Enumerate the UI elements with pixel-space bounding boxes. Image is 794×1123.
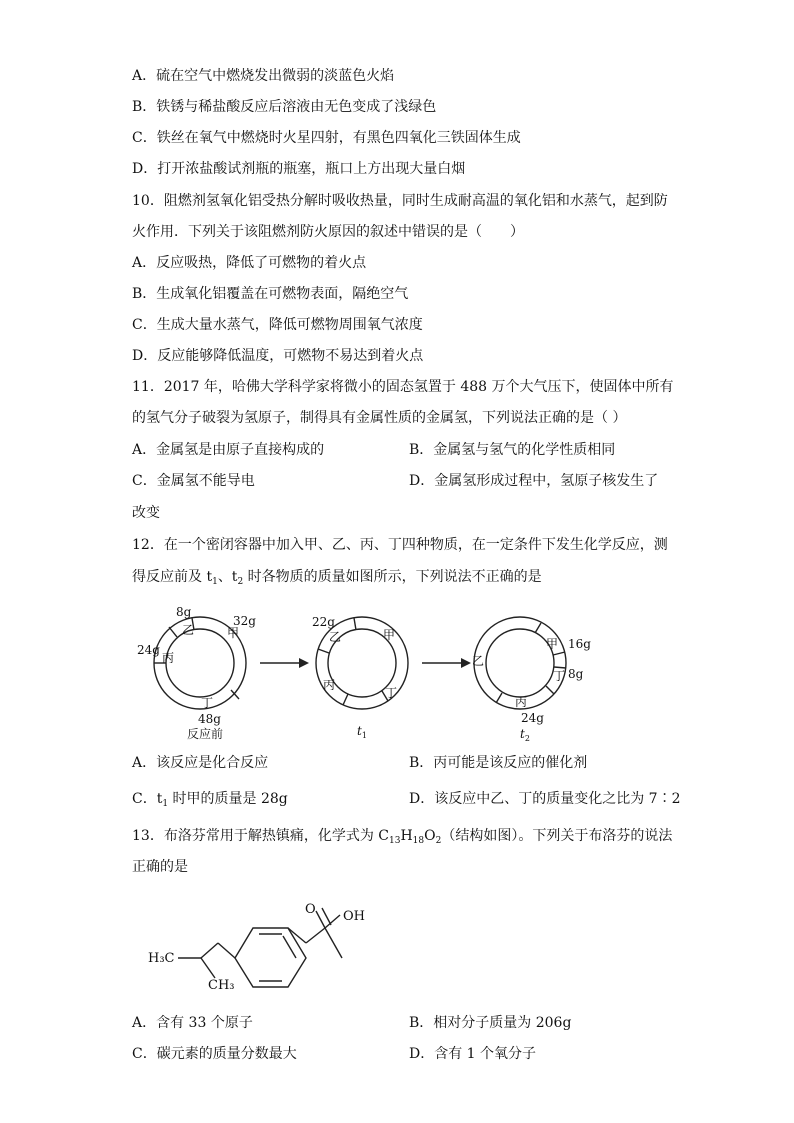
q9-option-d: D．打开浓盐酸试剂瓶的瓶塞，瓶口上方出现大量白烟	[132, 161, 466, 177]
c1-mass-bing: 24g	[137, 643, 160, 657]
ibuprofen-structure	[0, 890, 794, 1000]
q11-stem-line1: 11．2017 年，哈佛大学科学家将微小的固态氢置于 488 万个大气压下，使固体中所有	[132, 379, 674, 395]
c2-caption: $t_1$	[357, 724, 367, 740]
h3c-label: H₃C	[148, 951, 175, 966]
q11-option-d: D．金属氢形成过程中，氢原子核发生了	[409, 473, 659, 489]
q9-option-a: A．硫在空气中燃烧发出微弱的淡蓝色火焰	[132, 68, 395, 84]
c2-mass-yi: 22g	[312, 615, 335, 629]
c3-mass-ding: 8g	[568, 667, 584, 681]
q11-stem-line2: 的氢气分子破裂为氢原子，制得具有金属性质的金属氢，下列说法正确的是（ ）	[132, 410, 627, 426]
c2-label-jia: 甲	[383, 628, 396, 642]
c3-mass-jia: 16g	[568, 637, 591, 651]
q12-option-a: A．该反应是化合反应	[132, 755, 269, 771]
q10-option-d: D．反应能够降低温度，可燃物不易达到着火点	[132, 348, 424, 364]
q10-stem-line1: 10．阻燃剂氢氧化铝受热分解时吸收热量，同时生成耐高温的氧化铝和水蒸气，起到防	[132, 193, 668, 209]
c1-mass-yi: 8g	[176, 605, 192, 619]
q13-option-b: B．相对分子质量为 206g	[409, 1015, 572, 1031]
q10-option-a: A．反应吸热，降低了可燃物的着火点	[132, 255, 367, 271]
q12-stem-line2: 得反应前及 $t_1$、$t_2$ 时各物质的质量如图所示，下列说法不正确的是	[132, 569, 542, 587]
hydroxyl-label: OH	[343, 909, 365, 924]
c1-label-ding: 丁	[201, 696, 214, 710]
c1-mass-jia: 32g	[233, 614, 256, 628]
c1-label-bing: 丙	[162, 651, 175, 665]
c1-label-jia: 甲	[227, 626, 240, 640]
q11-option-b: B．金属氢与氢气的化学性质相同	[409, 442, 616, 458]
c3-label-yi: 乙	[472, 654, 485, 668]
c2-label-ding: 丁	[385, 686, 398, 700]
q13-option-d: D．含有 1 个氧分子	[409, 1046, 537, 1062]
c3-label-bing: 丙	[515, 695, 528, 709]
q11-option-d-continued: 改变	[132, 505, 160, 521]
c1-mass-ding: 48g	[198, 712, 221, 726]
c1-caption: 反应前	[187, 727, 224, 741]
q12-stem-line1: 12．在一个密闭容器中加入甲、乙、丙、丁四种物质，在一定条件下发生化学反应，测	[132, 537, 668, 553]
q9-option-b: B．铁锈与稀盐酸反应后溶液由无色变成了浅绿色	[132, 99, 437, 115]
q13-option-c: C．碳元素的质量分数最大	[132, 1046, 297, 1062]
q13-option-a: A．含有 33 个原子	[132, 1015, 253, 1031]
c3-caption: $t_2$	[520, 727, 530, 743]
c3-mass-bing: 24g	[521, 711, 544, 725]
c2-label-yi: 乙	[329, 630, 342, 644]
q11-option-c: C．金属氢不能导电	[132, 473, 255, 489]
mass-ring-diagram	[0, 595, 794, 755]
q9-option-c: C．铁丝在氧气中燃烧时火星四射，有黑色四氧化三铁固体生成	[132, 130, 521, 146]
ch3-label: CH₃	[208, 978, 235, 993]
q10-option-b: B．生成氧化铝覆盖在可燃物表面，隔绝空气	[132, 286, 409, 302]
q13-stem-line2: 正确的是	[132, 859, 188, 875]
c3-label-jia: 甲	[546, 637, 559, 651]
q12-option-d: D．该反应中乙、丁的质量变化之比为 7∶2	[409, 791, 681, 807]
q10-option-c: C．生成大量水蒸气，降低可燃物周围氧气浓度	[132, 317, 423, 333]
q12-option-c: C．$t_1$ 时甲的质量是 28g	[132, 791, 288, 809]
q11-option-a: A．金属氢是由原子直接构成的	[132, 442, 325, 458]
q10-stem-line2: 火作用．下列关于该阻燃剂防火原因的叙述中错误的是（ ）	[132, 224, 524, 240]
c1-label-yi: 乙	[182, 623, 195, 637]
c3-label-ding: 丁	[553, 669, 566, 683]
c2-label-bing: 丙	[323, 678, 336, 692]
q12-option-b: B．丙可能是该反应的催化剂	[409, 755, 588, 771]
q13-stem-line1: 13．布洛芬常用于解热镇痛，化学式为 $C_{13}H_{18}O_2$（结构如图）。下列关于布洛芬的说法	[132, 828, 673, 846]
carbonyl-o-label: O	[305, 902, 316, 917]
